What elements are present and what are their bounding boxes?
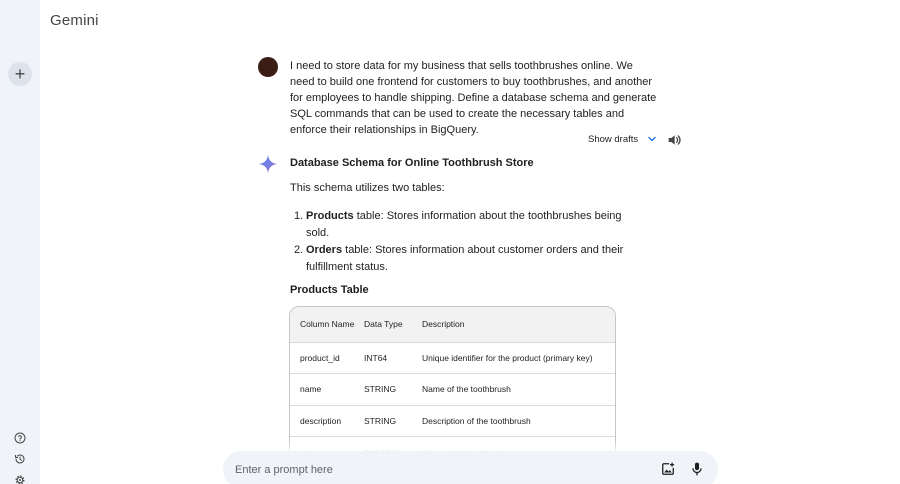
- table-row: [290, 374, 615, 406]
- show-drafts-label: Show drafts: [588, 133, 639, 145]
- table-row: [290, 342, 615, 374]
- chevron-down-icon: [646, 133, 658, 145]
- cell-description: Description of the toothbrush: [422, 415, 531, 426]
- table-header-row: [290, 307, 615, 342]
- sidebar: [0, 0, 40, 484]
- gemini-star-icon: [258, 154, 278, 174]
- help-button[interactable]: [13, 431, 27, 445]
- new-chat-button[interactable]: [8, 62, 32, 86]
- cell-column-name: description: [300, 415, 342, 426]
- table-row: [290, 405, 615, 437]
- cell-column-name: name: [300, 384, 322, 395]
- microphone-button[interactable]: [691, 462, 703, 476]
- cell-column-name: product_id: [300, 352, 340, 363]
- cell-description: Name of the toothbrush: [422, 384, 511, 395]
- list-term: Products: [306, 210, 354, 222]
- list-term: Orders: [306, 244, 343, 256]
- response-intro: This schema utilizes two tables:: [290, 182, 445, 194]
- microphone-icon: [691, 462, 703, 476]
- list-number: 2.: [294, 244, 304, 256]
- prompt-bar: [223, 451, 718, 484]
- table-list: [294, 208, 654, 276]
- activity-button[interactable]: [13, 452, 27, 466]
- header-column-name: Column Name: [300, 319, 355, 330]
- upload-image-button[interactable]: [661, 462, 675, 476]
- user-avatar: [258, 57, 278, 77]
- cell-data-type: STRING: [364, 415, 397, 426]
- read-aloud-button[interactable]: [666, 132, 682, 148]
- user-prompt-text: I need to store data for my business that sells toothbrushes online. We need to build one frontend for customers to buy toothbrushes, and another for employees to handle shipping. Define a database schema and generate SQL commands that can be used to create the necessary tables and enforce their relationships in BigQuery.: [290, 60, 657, 136]
- add-image-icon: [661, 462, 675, 476]
- app-title[interactable]: Gemini: [50, 12, 99, 29]
- cell-description: Unique identifier for the product (primary key): [422, 352, 593, 363]
- header-data-type: Data Type: [364, 319, 403, 330]
- cell-data-type: INT64: [364, 352, 388, 363]
- settings-button[interactable]: [13, 473, 27, 484]
- list-item: [294, 242, 654, 276]
- cell-data-type: STRING: [364, 384, 397, 395]
- settings-icon: [14, 474, 26, 484]
- plus-icon: +: [14, 64, 26, 84]
- show-drafts-button[interactable]: [588, 133, 658, 145]
- header-description: Description: [422, 319, 465, 330]
- list-text: table: Stores information about customer orders and their fulfillment status.: [306, 244, 624, 273]
- help-icon: [14, 432, 26, 444]
- list-item: [294, 208, 654, 242]
- prompt-input[interactable]: [235, 461, 635, 478]
- activity-history-icon: [14, 453, 26, 465]
- products-table-title: Products Table: [290, 284, 369, 296]
- speaker-icon: [666, 132, 682, 148]
- list-text: table: Stores information about the toothbrushes being sold.: [306, 210, 622, 239]
- response-title: Database Schema for Online Toothbrush Store: [290, 157, 534, 169]
- list-number: 1.: [294, 210, 304, 222]
